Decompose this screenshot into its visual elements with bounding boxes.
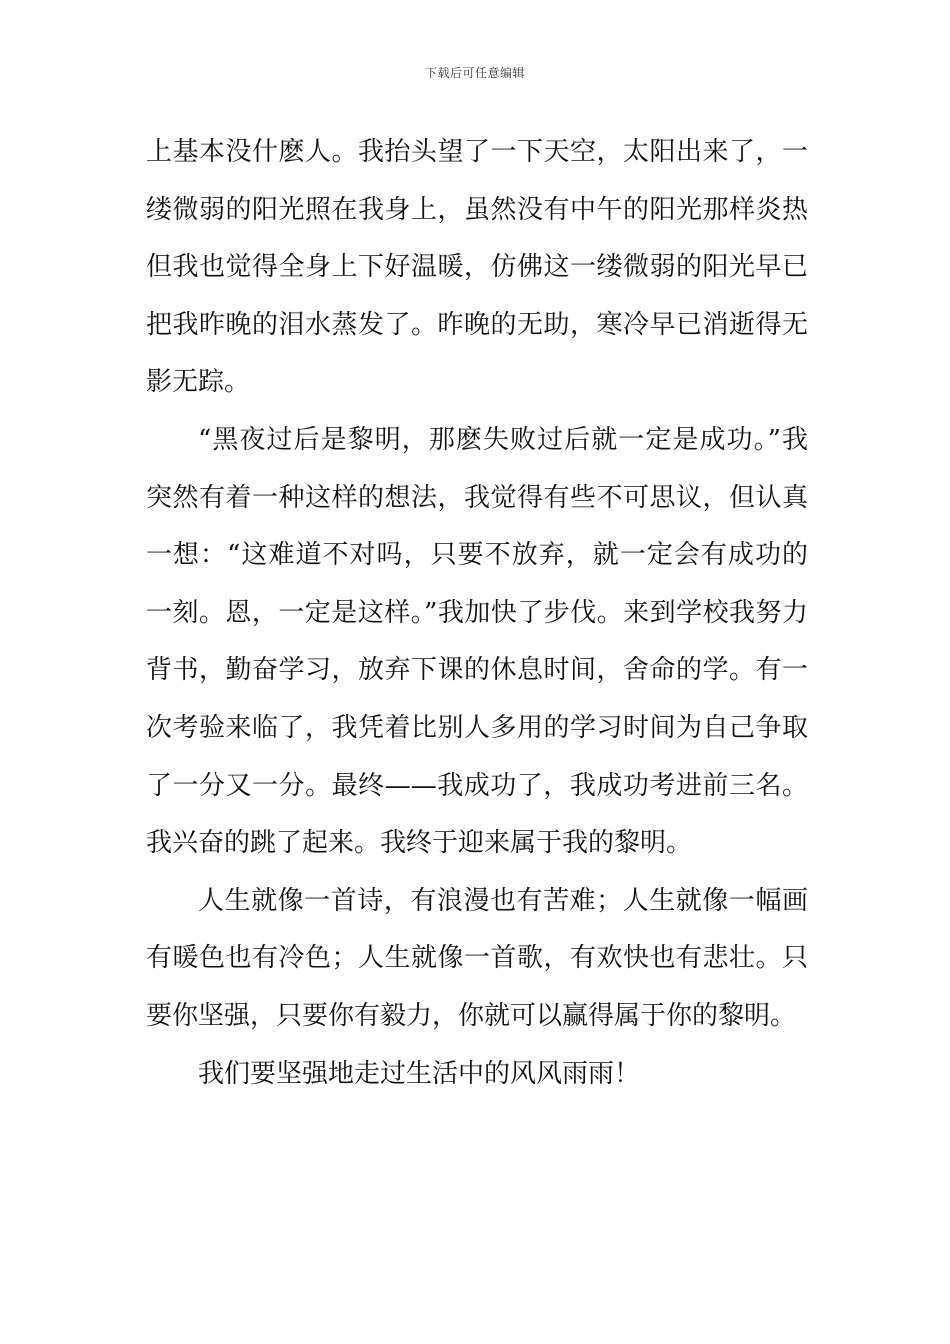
paragraph-1: 上基本没什麽人。我抬头望了一下天空，太阳出来了，一缕微弱的阳光照在我身上，虽然没有中午的阳光那样炎热但我也觉得全身上下好温暖，仿佛这一缕微弱的阳光早已把我昨晚的泪水蒸发了。昨晚的无助，寒冷早已消逝得无影无踪。 <box>146 137 808 398</box>
document-body <box>146 124 808 1103</box>
paragraph-2: “黑夜过后是黎明，那麽失败过后就一定是成功。”我突然有着一种这样的想法，我觉得有些不可思议，但认真一想：“这难道不对吗，只要不放弃，就一定会有成功的一刻。恩，一定是这样。”我加快了步伐。来到学校我努力背书，勤奋学习，放弃下课的休息时间，舍命的学。有一次考验来临了，我凭着比别人多用的学习时间为自己争取了一分又一分。最终——我成功了，我成功考进前三名。我兴奋的跳了起来。我终于迎来属于我的黎明。 <box>146 424 808 859</box>
paragraph-3: 人生就像一首诗，有浪漫也有苦难；人生就像一幅画有暖色也有冷色；人生就像一首歌，有欢快也有悲壮。只要你坚强，只要你有毅力，你就可以赢得属于你的黎明。 <box>146 885 808 1031</box>
paragraph-4: 我们要坚强地走过生活中的风风雨雨！ <box>198 1058 641 1089</box>
page-header: 下载后可任意编辑 <box>424 66 525 80</box>
